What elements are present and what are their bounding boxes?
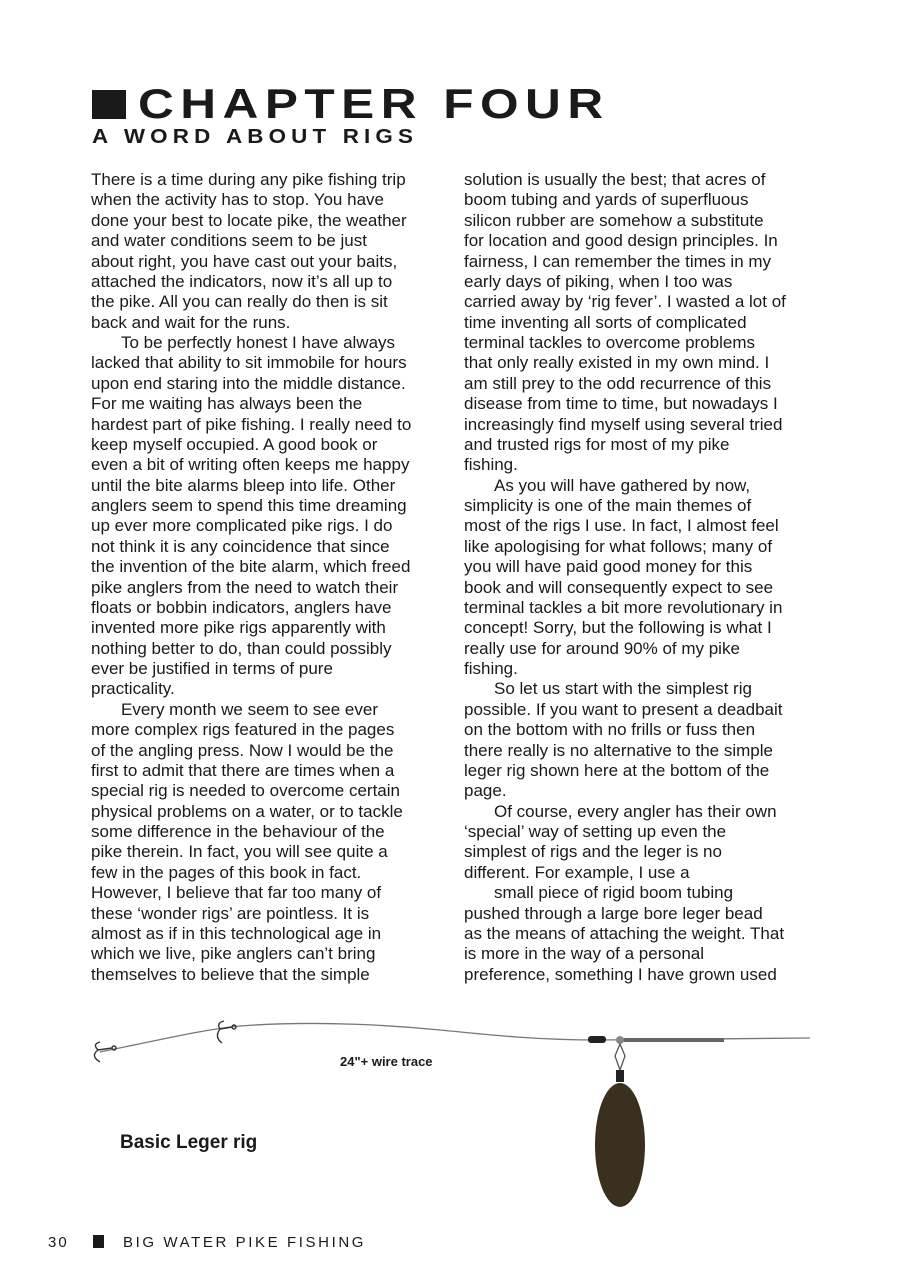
text-line: up ever more complicated pike rigs. I do (91, 516, 393, 536)
text-line: Every month we seem to see ever (121, 699, 379, 719)
text-line: To be perfectly honest I have always (121, 333, 396, 352)
swivel-icon (588, 1036, 606, 1043)
text-line: practicality. (91, 679, 175, 699)
chapter-title: CHAPTER FOUR (138, 80, 610, 127)
text-line: even a bit of writing often keeps me happy (91, 455, 410, 475)
text-line: For me waiting has always been the (91, 394, 363, 414)
text-line: until the bite alarms bleep into life. Other (91, 475, 396, 495)
text-line: themselves to believe that the simple (91, 964, 370, 984)
wire-trace-line (100, 1023, 810, 1052)
text-line: that only really existed in my own mind. I (464, 353, 770, 373)
chapter-square-icon (92, 90, 126, 119)
treble-hook-icon (94, 1042, 116, 1062)
text-line: book and will consequently expect to see (464, 577, 774, 597)
boom-tube (620, 1038, 724, 1042)
text-line: back and wait for the runs. (91, 312, 291, 332)
text-line: few in the pages of this book in fact. (91, 862, 362, 882)
text-line: There is a time during any pike fishing trip (91, 170, 406, 189)
text-line: special rig is needed to overcome certain (91, 781, 400, 801)
text-line: nothing better to do, than could possibly (91, 638, 392, 658)
text-line: preference, something I have grown used (464, 964, 777, 984)
text-line: different. For example, I use a (464, 862, 690, 882)
text-line: invented more pike rigs apparently with (91, 618, 386, 638)
text-line: done your best to locate pike, the weather (91, 210, 407, 230)
text-line: fishing. (464, 659, 518, 678)
text-line: some difference in the behaviour of the (91, 822, 385, 841)
text-line: like apologising for what follows; many of (464, 536, 773, 556)
leger-weight (595, 1083, 645, 1207)
book-title: BIG WATER PIKE FISHING (123, 1234, 367, 1251)
text-line: upon end staring into the middle distance. (91, 373, 406, 393)
text-column-right (464, 170, 824, 985)
text-line: ever be justified in terms of pure (91, 659, 333, 678)
text-line: possible. If you want to present a deadbait (464, 699, 783, 719)
text-line: increasingly find myself using several tried (464, 414, 783, 434)
text-line: for location and good design principles. In (464, 231, 778, 251)
text-line: early days of piking, when I too was (464, 271, 733, 291)
text-line: really use for around 90% of my pike (464, 638, 740, 658)
text-line: hardest part of pike fishing. I really need to (91, 414, 412, 434)
text-line: simplest of rigs and the leger is no (464, 842, 722, 862)
text-line: small piece of rigid boom tubing (494, 883, 734, 903)
text-line: about right, you have cast out your baits, (91, 251, 398, 271)
text-line: the invention of the bite alarm, which freed (91, 557, 411, 577)
text-line: boom tubing and yards of superfluous (464, 190, 749, 210)
text-line: on the bottom with no frills or fuss then (464, 720, 756, 740)
text-line: fishing. (464, 455, 518, 475)
text-line: lacked that ability to sit immobile for hours (91, 353, 407, 373)
text-line: ‘special’ way of setting up even the (464, 822, 727, 841)
text-line: solution is usually the best; that acres of (464, 170, 766, 189)
text-line: anglers seem to spend this time dreaming (91, 496, 407, 515)
text-line: terminal tackles a bit more revolutionary in (464, 597, 783, 617)
text-line: time inventing all sorts of complicated (464, 312, 747, 332)
text-line: when the activity has to stop. You have (91, 190, 384, 210)
text-line: carried away by ‘rig fever’. I wasted a lot of (464, 292, 786, 312)
text-line: pike anglers from the need to watch their (91, 577, 399, 597)
text-line: So let us start with the simplest rig (494, 679, 752, 699)
text-line: not think it is any coincidence that since (91, 536, 390, 556)
text-line: am still prey to the odd recurrence of this (464, 373, 772, 393)
text-line: the pike. All you can really do then is sit (91, 292, 388, 312)
treble-hook-icon (217, 1021, 236, 1043)
text-line: is more in the way of a personal (464, 944, 705, 964)
text-line: simplicity is one of the main themes of (464, 496, 752, 515)
text-line: However, I believe that far too many of (91, 883, 382, 903)
text-line: there really is no alternative to the simple (464, 740, 773, 760)
text-line: more complex rigs featured in the pages (91, 720, 395, 740)
text-line: pike therein. In fact, you will see quite a (91, 842, 388, 862)
diagram-caption: Basic Leger rig (120, 1132, 258, 1153)
text-line: page. (464, 781, 507, 801)
text-line: of the angling press. Now I would be the (91, 740, 394, 760)
text-line: first to admit that there are times when a (91, 760, 395, 780)
snap-link-icon (615, 1044, 625, 1070)
text-line: almost as if in this technological age in (91, 923, 382, 943)
text-line: terminal tackles to overcome problems (464, 333, 756, 352)
text-column-left (91, 170, 451, 985)
text-line: most of the rigs I use. In fact, I almost feel (464, 516, 779, 536)
text-line: physical problems on a water, or to tackle (91, 801, 403, 821)
text-line: you will have paid good money for this (464, 557, 753, 577)
text-line: disease from time to time, but nowadays I (464, 394, 778, 414)
text-line: silicon rubber are somehow a substitute (464, 210, 764, 230)
footer-square-icon (93, 1235, 104, 1248)
leger-rig-diagram (0, 1000, 903, 1220)
text-line: and water conditions seem to be just (91, 231, 367, 251)
text-line: concept! Sorry, but the following is what I (464, 618, 772, 638)
text-line: attached the indicators, now it’s all up to (91, 271, 393, 291)
text-line: keep myself occupied. A good book or (91, 434, 378, 454)
text-line: floats or bobbin indicators, anglers have (91, 597, 392, 617)
weight-swivel-icon (616, 1070, 624, 1082)
text-line: pushed through a large bore leger bead (464, 903, 763, 923)
chapter-subtitle: A WORD ABOUT RIGS (92, 126, 419, 148)
text-line: leger rig shown here at the bottom of the (464, 760, 770, 780)
text-line: As you will have gathered by now, (494, 475, 751, 495)
text-line: as the means of attaching the weight. That (464, 923, 785, 943)
wire-trace-label: 24"+ wire trace (340, 1054, 433, 1069)
page-number: 30 (48, 1234, 69, 1251)
text-line: Of course, every angler has their own (494, 801, 777, 821)
text-line: these ‘wonder rigs’ are pointless. It is (91, 903, 370, 923)
text-line: and trusted rigs for most of my pike (464, 434, 730, 454)
text-line: which we live, pike anglers can’t bring (91, 944, 376, 964)
text-line: fairness, I can remember the times in my (464, 251, 772, 271)
